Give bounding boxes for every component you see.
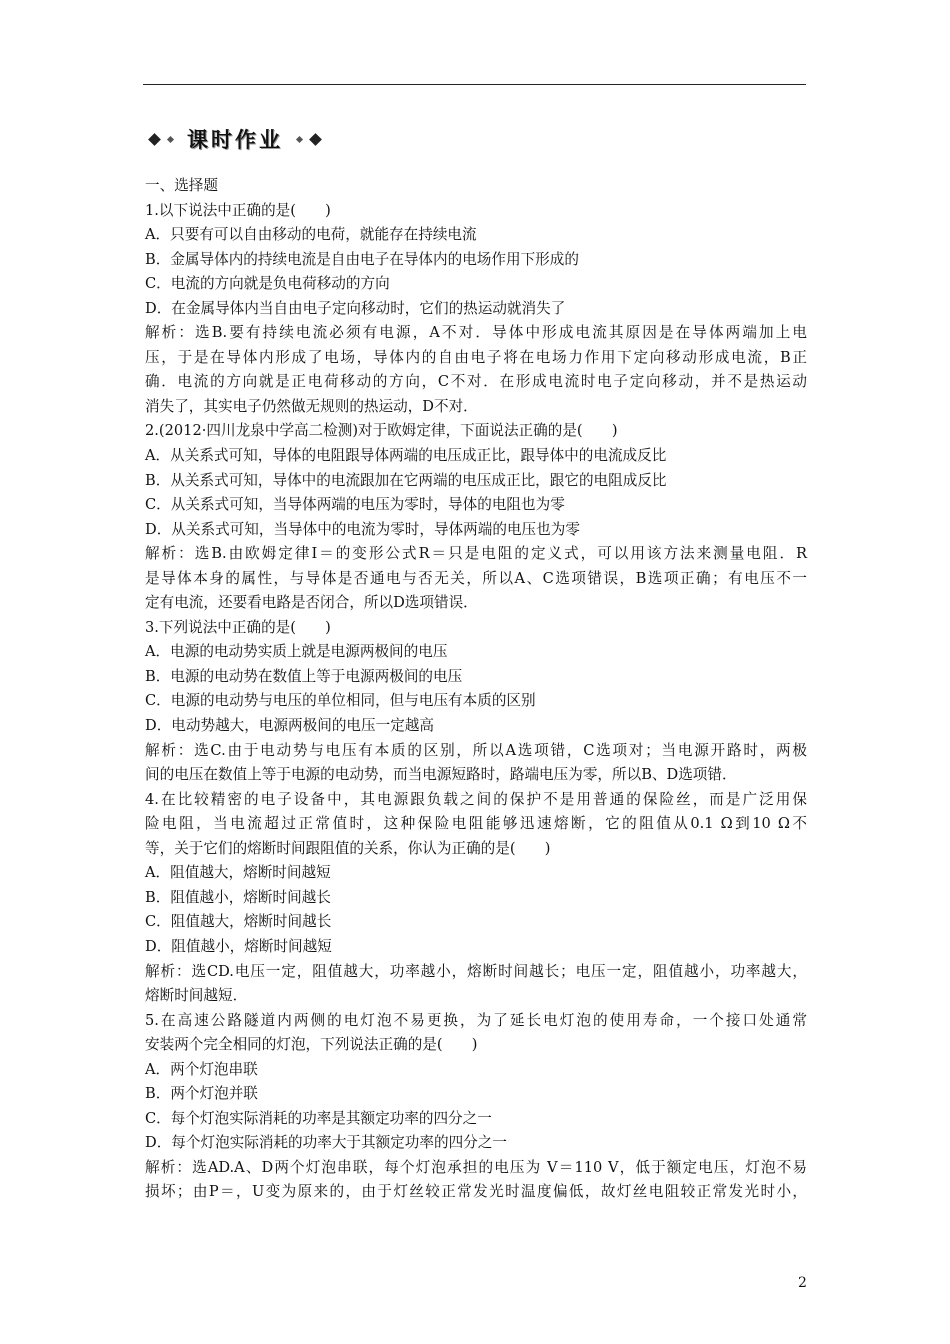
option: A．只要有可以自由移动的电荷，就能存在持续电流 bbox=[145, 226, 477, 244]
option: C．每个灯泡实际消耗的功率是其额定功率的四分之一 bbox=[145, 1109, 492, 1127]
section-banner bbox=[145, 124, 325, 154]
option: B．阻值越小，熔断时间越长 bbox=[145, 888, 331, 906]
answer-explanation: 解析：选CD.电压一定，阻值越大，功率越小，熔断时间越长；电压一定，阻值越小，功率越大， bbox=[145, 962, 807, 980]
answer-explanation: 解析：选B.要有持续电流必须有电源，A不对．导体中形成电流其原因是在导体两端加上电 bbox=[145, 324, 807, 342]
question-stem: 安装两个完全相同的灯泡，下列说法正确的是( ) bbox=[145, 1036, 478, 1054]
question-stem: 1.以下说法中正确的是( ) bbox=[145, 201, 331, 219]
option: D．从关系式可知，当导体中的电流为零时，导体两端的电压也为零 bbox=[145, 520, 580, 538]
answer-explanation: 解析：选C.由于电动势与电压有本质的区别，所以A选项错，C选项对；当电源开路时，两极 bbox=[145, 741, 807, 759]
option: A．两个灯泡串联 bbox=[145, 1060, 258, 1078]
answer-explanation: 损坏；由P＝，U变为原来的，由于灯丝较正常发光时温度偏低，故灯丝电阻较正常发光时小， bbox=[145, 1183, 807, 1201]
option: A．电源的电动势实质上就是电源两极间的电压 bbox=[145, 643, 448, 661]
answer-explanation: 间的电压在数值上等于电源的电动势，而当电源短路时，路端电压为零，所以B、D选项错． bbox=[145, 766, 737, 784]
answer-explanation: 是导体本身的属性，与导体是否通电与否无关，所以A、C选项错误，B选项正确；有电压不一 bbox=[145, 569, 807, 587]
question-stem: 3.下列说法中正确的是( ) bbox=[145, 618, 331, 636]
option: D．阻值越小，熔断时间越短 bbox=[145, 937, 332, 955]
question-stem: 5.在高速公路隧道内两侧的电灯泡不易更换，为了延长电灯泡的使用寿命，一个接口处通常 bbox=[145, 1011, 807, 1029]
option: C．从关系式可知，当导体两端的电压为零时，导体的电阻也为零 bbox=[145, 496, 565, 514]
section-heading: 一、选择题 bbox=[145, 177, 218, 194]
question-stem: 等，关于它们的熔断时间跟阻值的关系，你认为正确的是( ) bbox=[145, 839, 551, 857]
question-stem: 险电阻，当电流超过正常值时，这种保险电阻能够迅速熔断，它的阻值从0.1 Ω到10 Ω不 bbox=[145, 815, 807, 833]
option: C．电源的电动势与电压的单位相同，但与电压有本质的区别 bbox=[145, 692, 536, 710]
answer-explanation: 确．电流的方向就是正电荷移动的方向，C不对．在形成电流时电子定向移动，并不是热运动 bbox=[145, 373, 807, 391]
answer-explanation: 解析：选B.由欧姆定律I＝的变形公式R＝只是电阻的定义式，可以用该方法来测量电阻．R bbox=[145, 545, 807, 563]
answer-explanation: 解析：选AD.A、D两个灯泡串联，每个灯泡承担的电压为 V＝110 V，低于额定电压，灯泡不易 bbox=[145, 1158, 807, 1176]
option: B．从关系式可知，导体中的电流跟加在它两端的电压成正比，跟它的电阻成反比 bbox=[145, 471, 667, 489]
diamond-icon bbox=[296, 135, 303, 142]
header-rule bbox=[143, 84, 806, 85]
option: C．电流的方向就是负电荷移动的方向 bbox=[145, 275, 390, 293]
question-stem: 2.(2012·四川龙泉中学高二检测)对于欧姆定律，下面说法正确的是( ) bbox=[145, 422, 618, 440]
question-stem: 4.在比较精密的电子设备中，其电源跟负载之间的保护不是用普通的保险丝，而是广泛用保 bbox=[145, 790, 807, 808]
document-body bbox=[145, 174, 807, 1205]
diamond-icon bbox=[148, 133, 161, 146]
section-title: 课时作业 bbox=[187, 128, 283, 152]
option: A．阻值越大，熔断时间越短 bbox=[145, 864, 331, 882]
answer-explanation: 压，于是在导体内形成了电场，导体内的自由电子将在电场力作用下定向移动形成电流，B正 bbox=[145, 348, 807, 366]
page-number: 2 bbox=[798, 1275, 807, 1291]
answer-explanation: 熔断时间越短． bbox=[145, 987, 248, 1005]
option: A．从关系式可知，导体的电阻跟导体两端的电压成正比，跟导体中的电流成反比 bbox=[145, 447, 667, 465]
diamond-icon bbox=[167, 135, 174, 142]
option: B．电源的电动势在数值上等于电源两极间的电压 bbox=[145, 667, 463, 685]
option: D．每个灯泡实际消耗的功率大于其额定功率的四分之一 bbox=[145, 1134, 507, 1152]
option: C．阻值越大，熔断时间越长 bbox=[145, 913, 332, 931]
option: D．电动势越大，电源两极间的电压一定越高 bbox=[145, 717, 434, 735]
option: B．金属导体内的持续电流是自由电子在导体内的电场作用下形成的 bbox=[145, 250, 579, 268]
diamond-icon bbox=[309, 133, 322, 146]
answer-explanation: 定有电流，还要看电路是否闭合，所以D选项错误． bbox=[145, 594, 478, 612]
option: D．在金属导体内当自由电子定向移动时，它们的热运动就消失了 bbox=[145, 299, 566, 317]
answer-explanation: 消失了，其实电子仍然做无规则的热运动，D不对． bbox=[145, 397, 478, 415]
option: B．两个灯泡并联 bbox=[145, 1085, 258, 1103]
